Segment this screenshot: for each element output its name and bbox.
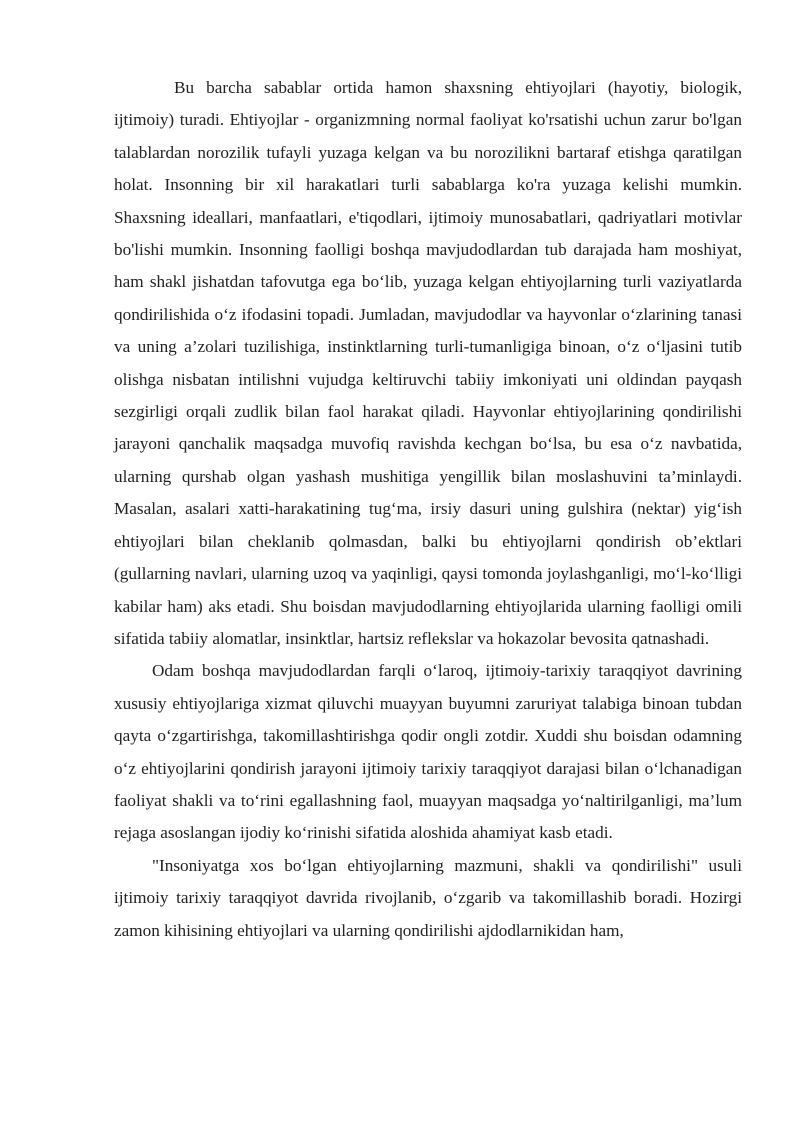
paragraph-3: "Insoniyatga xos bo‘lgan ehtiyojlarning mazmuni, shakli va qondirilishi" usuli ijtimoiy tarixiy taraqqiyot davrida rivojlanib, o‘zgarib va takomillashib boradi. Hozirgi zamon kihisining ehtiyojlari va ularning qondirilishi ajdodlarnikidan ham, xyxy=(114,855,742,940)
paragraph-2: Odam boshqa mavjudodlardan farqli o‘laroq, ijtimoiy-tarixiy taraqqiyot davrining xususiy ehtiyojlariga xizmat qiluvchi muayyan buyumni zaruriyat talabiga binoan tubdan qayta o‘zgartirishga, takomillashtirishga qodir ongli zotdir. Xuddi shu boisdan odamning o‘z ehtiyojlarini qondirish jarayoni ijtimoiy tarixiy taraqqiyot darajasi bilan o‘lchanadigan faoliyat shakli va to‘rini egallashning faol, muayyan maqsadga yo‘naltirilganligi, ma’lum rejaga asoslangan ijodiy ko‘rinishi sifatida aloshida ahamiyat kasb etadi. xyxy=(114,661,742,843)
document-page xyxy=(114,72,742,947)
paragraph-1: Bu barcha sabablar ortida hamon shaxsning ehtiyojlari (hayotiy, biologik, ijtimoiy) turadi. Ehtiyojlar - organizmning normal faoliyat ko'rsatishi uchun zarur bo'lgan talablardan norozilik tufayli yuzaga kelgan va bu norozilikni bartaraf etishga qaratilgan holat. Insonning bir xil harakatlari turli sabablarga ko'ra yuzaga kelishi mumkin. Shaxsning ideallari, manfaatlari, e'tiqodlari, ijtimoiy munosabatlari, qadriyatlari motivlar bo'lishi mumkin. Insonning faolligi boshqa mavjudodlardan tub darajada ham moshiyat, ham shakl jishatdan tafovutga ega bo‘lib, yuzaga kelgan ehtiyojlarning turli vaziyatlarda qondirilishida o‘z ifodasini topadi. Jumladan, mavjudodlar va hayvonlar o‘zlarining tanasi va uning a’zolari tuzilishiga, instinktlarning turli-tumanligiga binoan, o‘z o‘ljasini tutib olishga nisbatan intilishni vujudga keltiruvchi tabiiy imkoniyati uni oldindan payqash sezgirligi orqali zudlik bilan faol harakat qiladi. Hayvonlar ehtiyojlarining qondirilishi jarayoni qanchalik maqsadga muvofiq ravishda kechgan bo‘lsa, bu esa o‘z navbatida, ularning qurshab olgan yashash mushitiga yengillik bilan moslashuvini ta’minlaydi. Masalan, asalari xatti-harakatining tug‘ma, irsiy dasuri uning gulshira (nektar) yig‘ish ehtiyojlari bilan cheklanib qolmasdan, balki bu ehtiyojlarni qondirish ob’ektlari (gullarning navlari, ularning uzoq va yaqinligi, qaysi tomonda joylashganligi, mo‘l-ko‘lligi kabilar ham) aks etadi. Shu boisdan mavjudodlarning ehtiyojlarida ularning faolligi omili sifatida tabiiy alomatlar, insinktlar, hartsiz reflekslar va hokazolar bevosita qatnashadi. xyxy=(114,78,742,648)
